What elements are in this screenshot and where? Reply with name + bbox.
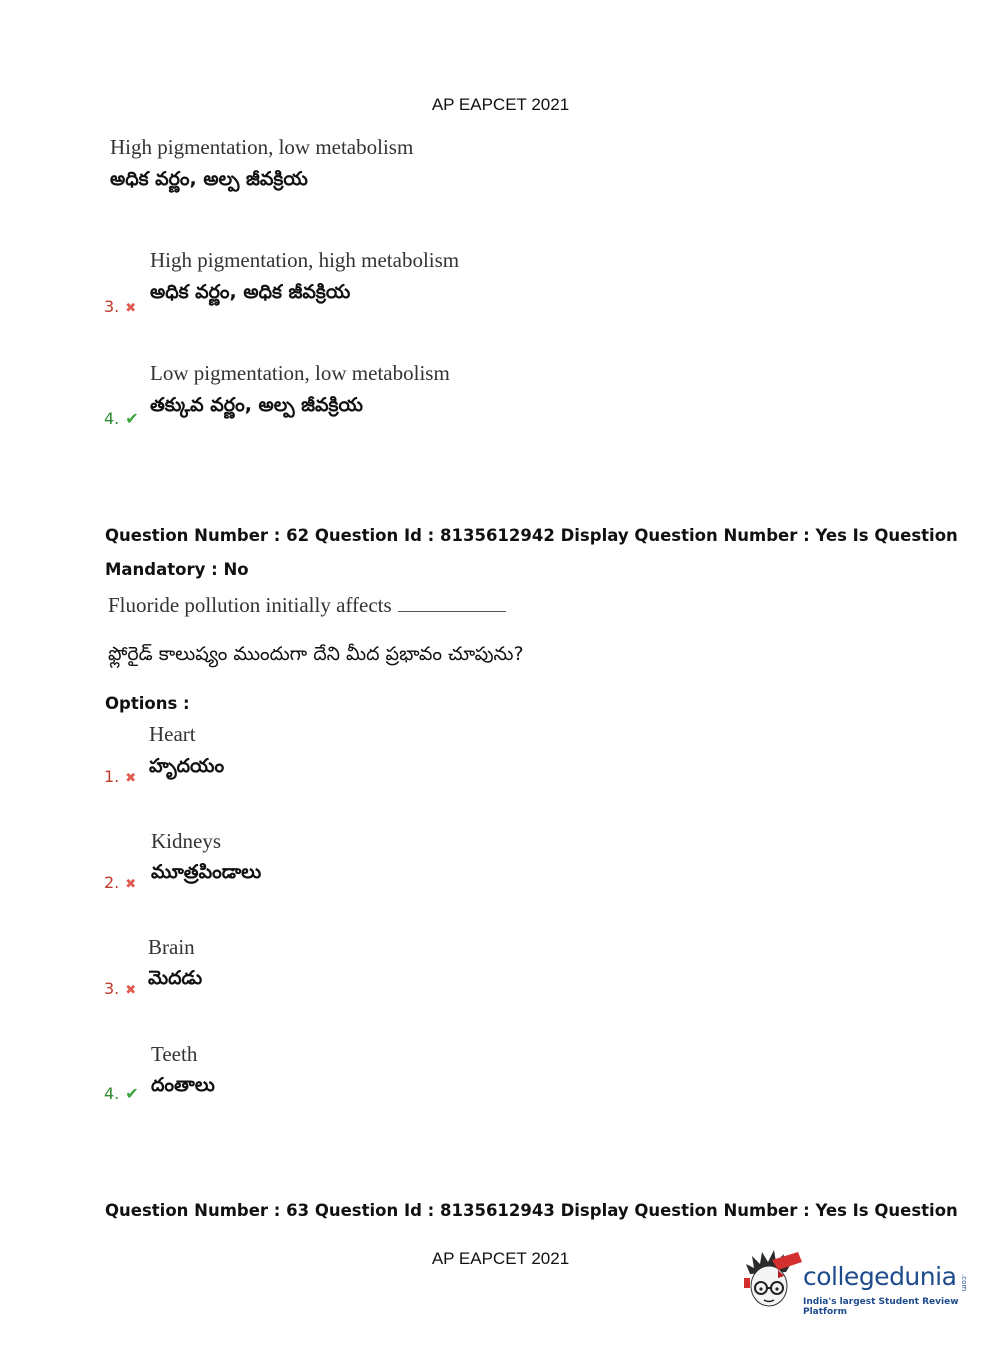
prev-option-4-telugu: తక్కువ వర్ణం, అల్ప జీవక్రియ	[150, 394, 363, 416]
page-footer: AP EAPCET 2021	[431, 1249, 570, 1268]
question-text: Fluoride pollution initially affects	[108, 593, 392, 617]
prev-option-4-marker	[104, 409, 139, 428]
q62-option-3-marker	[104, 979, 136, 998]
q62-option-4-telugu: దంతాలు	[151, 1074, 215, 1096]
option-number: 3.	[104, 979, 120, 998]
question-62-mandatory: Mandatory : No	[105, 560, 249, 579]
prev-option-3-marker	[104, 297, 136, 316]
option-number: 1.	[104, 767, 120, 786]
q62-option-3-english: Brain	[148, 935, 195, 959]
page-header: AP EAPCET 2021	[431, 95, 570, 114]
checkmark-icon: ✔	[125, 409, 139, 428]
cross-icon: ✖	[125, 983, 137, 998]
cross-icon: ✖	[125, 301, 137, 316]
option-number: 2.	[104, 873, 120, 892]
option-2-telugu: అధిక వర్ణం, అల్ప జీవక్రియ	[110, 168, 308, 190]
q62-option-1-english: Heart	[149, 722, 196, 746]
checkmark-icon: ✔	[125, 1084, 139, 1103]
question-62-text-telugu: ఫ్లోరైడ్ కాలుష్యం ముందుగా దేని మీద ప్రభావం చూపును?	[108, 643, 524, 665]
q62-option-1-marker	[104, 767, 136, 786]
option-2-english: High pigmentation, low metabolism	[110, 135, 414, 159]
q62-option-4-marker	[104, 1084, 139, 1103]
brand-suffix: .com	[960, 1274, 968, 1292]
prev-option-4-english: Low pigmentation, low metabolism	[150, 361, 450, 385]
q62-option-2-english: Kidneys	[151, 829, 221, 853]
q62-option-2-telugu: మూత్రపిండాలు	[151, 861, 262, 883]
cross-icon: ✖	[125, 877, 137, 892]
prev-option-3-telugu: అధిక వర్ణం, అధిక జీవక్రియ	[150, 281, 351, 303]
options-label: Options :	[105, 694, 190, 713]
q62-option-4-english: Teeth	[151, 1042, 198, 1066]
prev-option-3-english: High pigmentation, high metabolism	[150, 248, 460, 272]
cross-icon: ✖	[125, 771, 137, 786]
mascot-logo-icon	[742, 1248, 804, 1316]
question-62-text-english	[108, 593, 506, 618]
answer-blank	[398, 597, 506, 612]
option-number: 4.	[104, 1084, 120, 1103]
q62-option-3-telugu: మెదడు	[148, 967, 203, 989]
q62-option-2-marker	[104, 873, 136, 892]
question-63-meta: Question Number : 63 Question Id : 8135612943 Display Question Number : Yes Is Question	[105, 1201, 958, 1220]
question-62-meta: Question Number : 62 Question Id : 8135612942 Display Question Number : Yes Is Question	[105, 526, 958, 545]
option-number: 4.	[104, 409, 120, 428]
brand-name: collegedunia	[803, 1262, 957, 1291]
q62-option-1-telugu: హృదయం	[149, 755, 225, 777]
option-number: 3.	[104, 297, 120, 316]
brand-tagline: India's largest Student Review Platform	[803, 1297, 959, 1317]
